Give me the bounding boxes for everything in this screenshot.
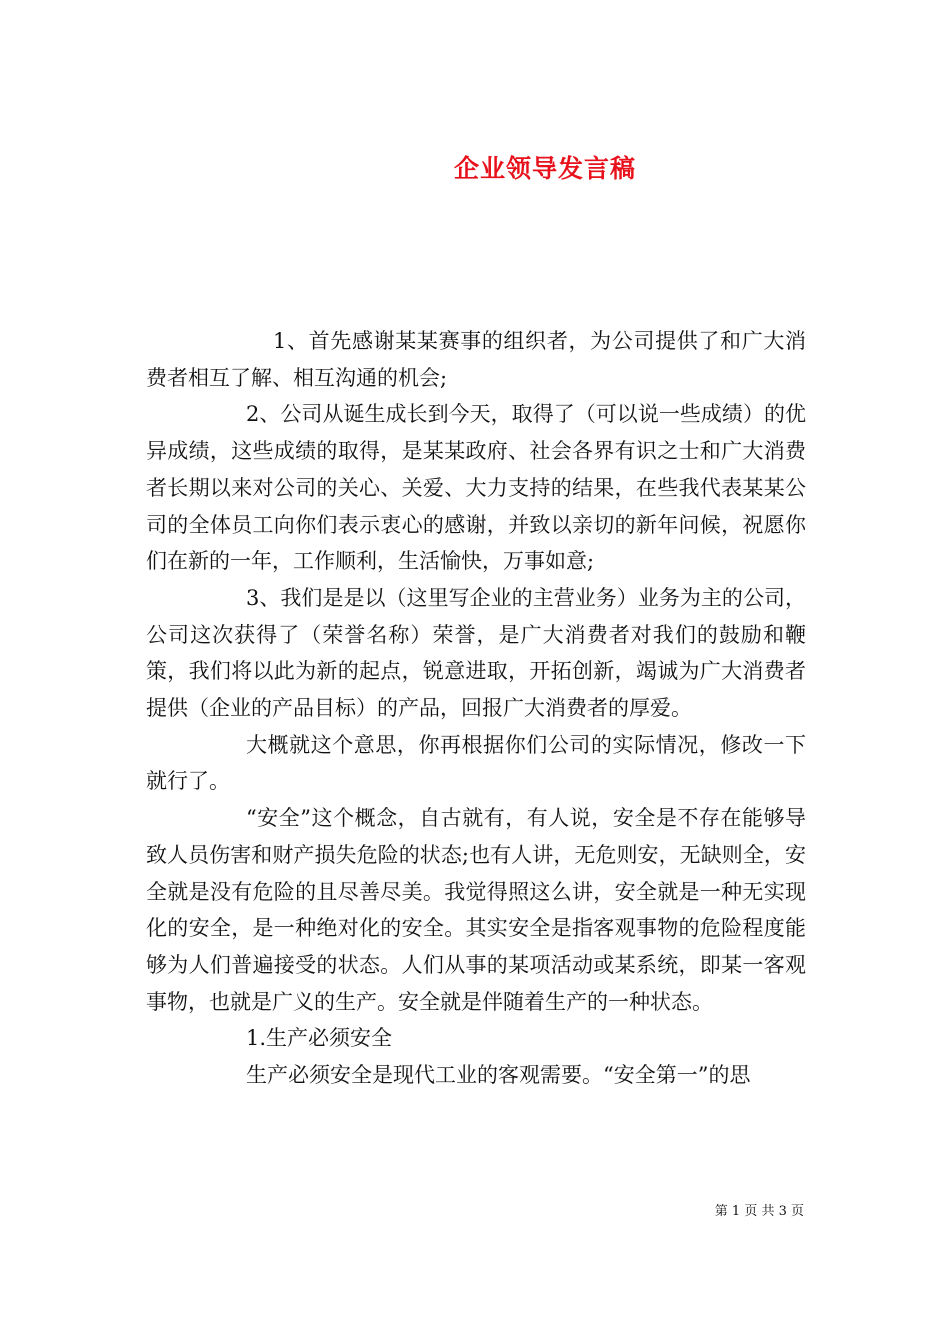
page-title: 企业领导发言稿	[453, 153, 636, 183]
section-heading: 1.生产必须安全	[246, 1026, 393, 1051]
document-body	[146, 323, 806, 1094]
paragraph-1: 1、首先感谢某某赛事的组织者，为公司提供了和广大消费者相互了解、相互沟通的机会;	[146, 329, 806, 390]
paragraph-5: “安全”这个概念，自古就有，有人说，安全是不存在能够导致人员伤害和财产损失危险的状态;也有人讲，无危则安，无缺则全，安全就是没有危险的且尽善尽美。我觉得照这么讲，安全就是一种无实现化的安全，是一种绝对化的安全。其实安全是指客观事物的危险程度能够为人们普遍接受的状态。人们从事的某项活动或某系统，即某一客观事物，也就是广义的生产。安全就是伴随着生产的一种状态。	[146, 806, 806, 1014]
paragraph-2: 2、公司从诞生成长到今天，取得了（可以说一些成绩）的优异成绩，这些成绩的取得，是某某政府、社会各界有识之士和广大消费者长期以来对公司的关心、关爱、大力支持的结果，在些我代表某某公司的全体员工向你们表示衷心的感谢，并致以亲切的新年问候，祝愿你们在新的一年，工作顺利，生活愉快，万事如意;	[146, 402, 806, 574]
paragraph-4: 大概就这个意思，你再根据你们公司的实际情况，修改一下就行了。	[146, 732, 806, 794]
paragraph-3: 3、我们是是以（这里写企业的主营业务）业务为主的公司，公司这次获得了（荣誉名称）荣誉，是广大消费者对我们的鼓励和鞭策，我们将以此为新的起点，锐意进取，开拓创新，竭诚为广大消费者提供（企业的产品目标）的产品，回报广大消费者的厚爱。	[146, 585, 806, 721]
page-number-footer: 第 1 页 共 3 页	[714, 1204, 804, 1219]
paragraph-6: 生产必须安全是现代工业的客观需要。“安全第一”的思	[246, 1063, 751, 1088]
